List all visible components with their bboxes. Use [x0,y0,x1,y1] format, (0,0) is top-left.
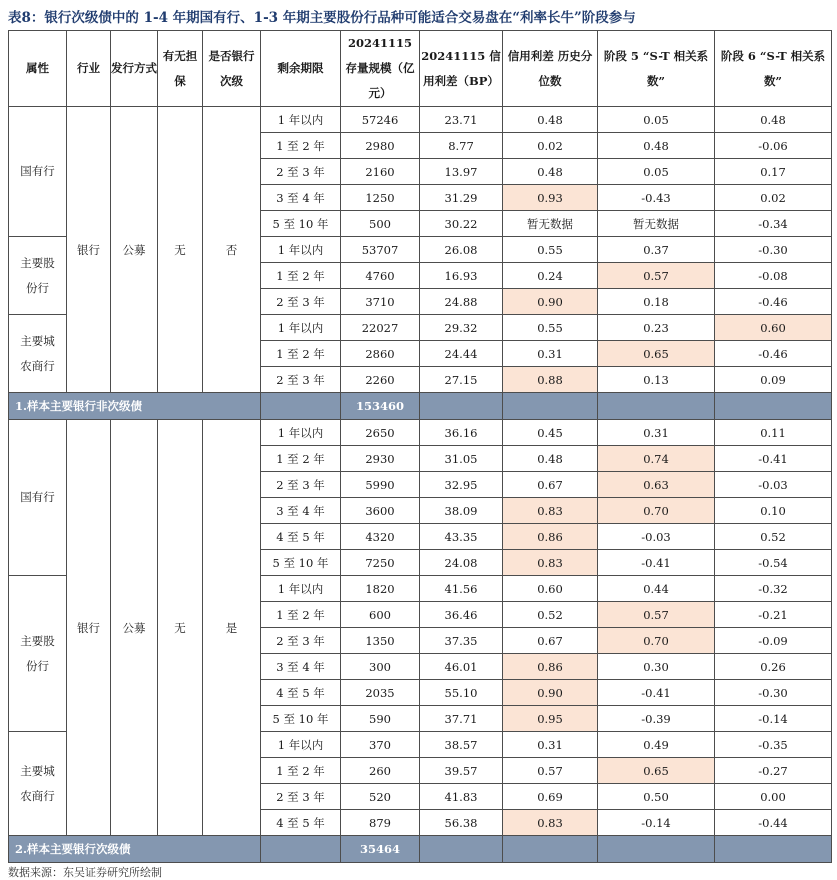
scale-cell: 3710 [341,289,420,315]
stage6-corr-cell: -0.21 [715,602,832,628]
summary-empty-cell [715,836,832,863]
stage5-corr-cell: 0.49 [598,732,715,758]
spread-cell: 24.08 [420,550,503,576]
stage5-corr-cell: 0.30 [598,654,715,680]
stage5-corr-cell: 0.65 [598,341,715,367]
column-header: 阶段 5 “S-T 相关系数” [598,31,715,107]
group-label: 主要城农商行 [9,315,67,393]
scale-cell: 1820 [341,576,420,602]
spread-cell: 29.32 [420,315,503,341]
stage5-corr-cell: 0.70 [598,498,715,524]
stage5-corr-cell: 0.05 [598,159,715,185]
percentile-cell: 0.57 [503,758,598,784]
subordinated-cell: 是 [203,420,261,836]
spread-cell: 30.22 [420,211,503,237]
stage5-corr-cell: 0.48 [598,133,715,159]
spread-cell: 16.93 [420,263,503,289]
column-header: 20241115 信用利差（BP） [420,31,503,107]
stage5-corr-cell: 0.65 [598,758,715,784]
term-cell: 1 至 2 年 [261,446,341,472]
scale-cell: 520 [341,784,420,810]
term-cell: 3 至 4 年 [261,654,341,680]
industry-cell: 银行 [67,420,111,836]
stage6-corr-cell: -0.08 [715,263,832,289]
scale-cell: 3600 [341,498,420,524]
term-cell: 1 年以内 [261,107,341,133]
term-cell: 1 至 2 年 [261,602,341,628]
scale-cell: 2035 [341,680,420,706]
term-cell: 5 至 10 年 [261,211,341,237]
stage6-corr-cell: -0.06 [715,133,832,159]
stage5-corr-cell: 0.31 [598,420,715,446]
scale-cell: 4320 [341,524,420,550]
stage6-corr-cell: -0.32 [715,576,832,602]
percentile-cell: 0.52 [503,602,598,628]
stage5-corr-cell: -0.41 [598,550,715,576]
percentile-cell: 0.55 [503,315,598,341]
percentile-cell: 0.24 [503,263,598,289]
group-label: 主要股份行 [9,576,67,732]
scale-cell: 260 [341,758,420,784]
header-row [9,31,832,107]
stage5-corr-cell: -0.14 [598,810,715,836]
term-cell: 1 至 2 年 [261,133,341,159]
term-cell: 2 至 3 年 [261,367,341,393]
column-header: 行业 [67,31,111,107]
table-title: 表8：银行次级债中的 1-4 年期国有行、1-3 年期主要股份行品种可能适合交易盘在“利率长牛”阶段参与 [8,10,636,26]
stage6-corr-cell: 0.26 [715,654,832,680]
stage5-corr-cell: 0.70 [598,628,715,654]
stage5-corr-cell: 0.37 [598,237,715,263]
scale-cell: 590 [341,706,420,732]
scale-cell: 53707 [341,237,420,263]
scale-cell: 300 [341,654,420,680]
spread-cell: 8.77 [420,133,503,159]
stage6-corr-cell: 0.09 [715,367,832,393]
summary-row [9,393,832,420]
scale-cell: 1250 [341,185,420,211]
stage5-corr-cell: 0.63 [598,472,715,498]
scale-cell: 1350 [341,628,420,654]
scale-cell: 2860 [341,341,420,367]
percentile-cell: 0.31 [503,341,598,367]
percentile-cell: 0.67 [503,628,598,654]
term-cell: 5 至 10 年 [261,706,341,732]
spread-cell: 55.10 [420,680,503,706]
term-cell: 2 至 3 年 [261,472,341,498]
spread-cell: 38.57 [420,732,503,758]
issue-method-cell: 公募 [111,420,158,836]
stage5-corr-cell: 0.13 [598,367,715,393]
spread-cell: 43.35 [420,524,503,550]
scale-cell: 600 [341,602,420,628]
stage6-corr-cell: 0.52 [715,524,832,550]
percentile-cell: 0.88 [503,367,598,393]
term-cell: 1 年以内 [261,315,341,341]
percentile-cell: 暂无数据 [503,211,598,237]
percentile-cell: 0.83 [503,810,598,836]
percentile-cell: 0.90 [503,289,598,315]
stage6-corr-cell: 0.02 [715,185,832,211]
scale-cell: 57246 [341,107,420,133]
percentile-cell: 0.95 [503,706,598,732]
summary-empty-cell [598,836,715,863]
term-cell: 1 至 2 年 [261,758,341,784]
group-label: 主要城农商行 [9,732,67,836]
spread-cell: 38.09 [420,498,503,524]
spread-cell: 39.57 [420,758,503,784]
term-cell: 1 年以内 [261,420,341,446]
stage6-corr-cell: -0.27 [715,758,832,784]
term-cell: 5 至 10 年 [261,550,341,576]
summary-total: 35464 [341,836,420,863]
stage6-corr-cell: -0.30 [715,680,832,706]
percentile-cell: 0.83 [503,550,598,576]
stage6-corr-cell: -0.41 [715,446,832,472]
term-cell: 4 至 5 年 [261,680,341,706]
summary-empty-cell [503,836,598,863]
source-note: 数据来源：东吴证券研究所绘制 [8,866,162,879]
scale-cell: 5990 [341,472,420,498]
guarantee-cell: 无 [158,420,203,836]
stage5-corr-cell: -0.03 [598,524,715,550]
stage6-corr-cell: -0.44 [715,810,832,836]
percentile-cell: 0.02 [503,133,598,159]
term-cell: 2 至 3 年 [261,628,341,654]
stage6-corr-cell: -0.14 [715,706,832,732]
summary-total: 153460 [341,393,420,420]
stage5-corr-cell: 暂无数据 [598,211,715,237]
stage6-corr-cell: 0.60 [715,315,832,341]
spread-cell: 26.08 [420,237,503,263]
industry-cell: 银行 [67,107,111,393]
summary-empty-cell [503,393,598,420]
percentile-cell: 0.90 [503,680,598,706]
summary-row [9,836,832,863]
stage6-corr-cell: 0.00 [715,784,832,810]
stage6-corr-cell: -0.54 [715,550,832,576]
stage5-corr-cell: 0.23 [598,315,715,341]
spread-cell: 23.71 [420,107,503,133]
stage6-corr-cell: 0.48 [715,107,832,133]
stage5-corr-cell: 0.50 [598,784,715,810]
stage6-corr-cell: -0.34 [715,211,832,237]
stage6-corr-cell: -0.46 [715,341,832,367]
column-header: 发行方式 [111,31,158,107]
percentile-cell: 0.93 [503,185,598,211]
spread-cell: 41.83 [420,784,503,810]
spread-cell: 27.15 [420,367,503,393]
group-label: 国有行 [9,107,67,237]
stage5-corr-cell: 0.44 [598,576,715,602]
column-header: 20241115 存量规模（亿元） [341,31,420,107]
stage6-corr-cell: -0.03 [715,472,832,498]
bond-table [8,30,832,863]
percentile-cell: 0.45 [503,420,598,446]
stage6-corr-cell: -0.46 [715,289,832,315]
spread-cell: 24.44 [420,341,503,367]
stage5-corr-cell: 0.18 [598,289,715,315]
column-header: 剩余期限 [261,31,341,107]
percentile-cell: 0.48 [503,107,598,133]
spread-cell: 32.95 [420,472,503,498]
term-cell: 1 至 2 年 [261,341,341,367]
summary-label: 2.样本主要银行次级债 [9,836,261,863]
scale-cell: 7250 [341,550,420,576]
stage6-corr-cell: 0.10 [715,498,832,524]
issue-method-cell: 公募 [111,107,158,393]
term-cell: 2 至 3 年 [261,784,341,810]
column-header: 信用利差 历史分位数 [503,31,598,107]
spread-cell: 46.01 [420,654,503,680]
scale-cell: 370 [341,732,420,758]
term-cell: 1 至 2 年 [261,263,341,289]
summary-empty-cell [261,836,341,863]
stage5-corr-cell: -0.43 [598,185,715,211]
scale-cell: 2260 [341,367,420,393]
term-cell: 2 至 3 年 [261,289,341,315]
percentile-cell: 0.55 [503,237,598,263]
spread-cell: 31.29 [420,185,503,211]
term-cell: 3 至 4 年 [261,185,341,211]
term-cell: 3 至 4 年 [261,498,341,524]
percentile-cell: 0.60 [503,576,598,602]
term-cell: 1 年以内 [261,576,341,602]
term-cell: 1 年以内 [261,237,341,263]
stage5-corr-cell: 0.74 [598,446,715,472]
column-header: 有无担保 [158,31,203,107]
spread-cell: 36.46 [420,602,503,628]
stage6-corr-cell: -0.30 [715,237,832,263]
stage5-corr-cell: -0.39 [598,706,715,732]
table-row [9,107,832,133]
percentile-cell: 0.48 [503,159,598,185]
spread-cell: 37.71 [420,706,503,732]
term-cell: 4 至 5 年 [261,524,341,550]
summary-empty-cell [261,393,341,420]
scale-cell: 2930 [341,446,420,472]
summary-label: 1.样本主要银行非次级债 [9,393,261,420]
spread-cell: 31.05 [420,446,503,472]
scale-cell: 2650 [341,420,420,446]
percentile-cell: 0.67 [503,472,598,498]
percentile-cell: 0.69 [503,784,598,810]
column-header: 属性 [9,31,67,107]
group-label: 国有行 [9,420,67,576]
stage5-corr-cell: 0.57 [598,602,715,628]
stage6-corr-cell: 0.17 [715,159,832,185]
summary-empty-cell [598,393,715,420]
summary-empty-cell [420,836,503,863]
spread-cell: 24.88 [420,289,503,315]
stage6-corr-cell: 0.11 [715,420,832,446]
column-header: 阶段 6 “S-T 相关系数” [715,31,832,107]
summary-empty-cell [715,393,832,420]
percentile-cell: 0.31 [503,732,598,758]
percentile-cell: 0.86 [503,654,598,680]
spread-cell: 37.35 [420,628,503,654]
subordinated-cell: 否 [203,107,261,393]
summary-empty-cell [420,393,503,420]
percentile-cell: 0.86 [503,524,598,550]
stage5-corr-cell: 0.57 [598,263,715,289]
stage5-corr-cell: 0.05 [598,107,715,133]
column-header: 是否银行次级 [203,31,261,107]
scale-cell: 2160 [341,159,420,185]
guarantee-cell: 无 [158,107,203,393]
percentile-cell: 0.48 [503,446,598,472]
scale-cell: 500 [341,211,420,237]
stage5-corr-cell: -0.41 [598,680,715,706]
scale-cell: 22027 [341,315,420,341]
scale-cell: 4760 [341,263,420,289]
stage6-corr-cell: -0.09 [715,628,832,654]
spread-cell: 41.56 [420,576,503,602]
spread-cell: 36.16 [420,420,503,446]
spread-cell: 13.97 [420,159,503,185]
group-label: 主要股份行 [9,237,67,315]
term-cell: 1 年以内 [261,732,341,758]
spread-cell: 56.38 [420,810,503,836]
term-cell: 2 至 3 年 [261,159,341,185]
percentile-cell: 0.83 [503,498,598,524]
scale-cell: 2980 [341,133,420,159]
table-row [9,420,832,446]
term-cell: 4 至 5 年 [261,810,341,836]
scale-cell: 879 [341,810,420,836]
stage6-corr-cell: -0.35 [715,732,832,758]
